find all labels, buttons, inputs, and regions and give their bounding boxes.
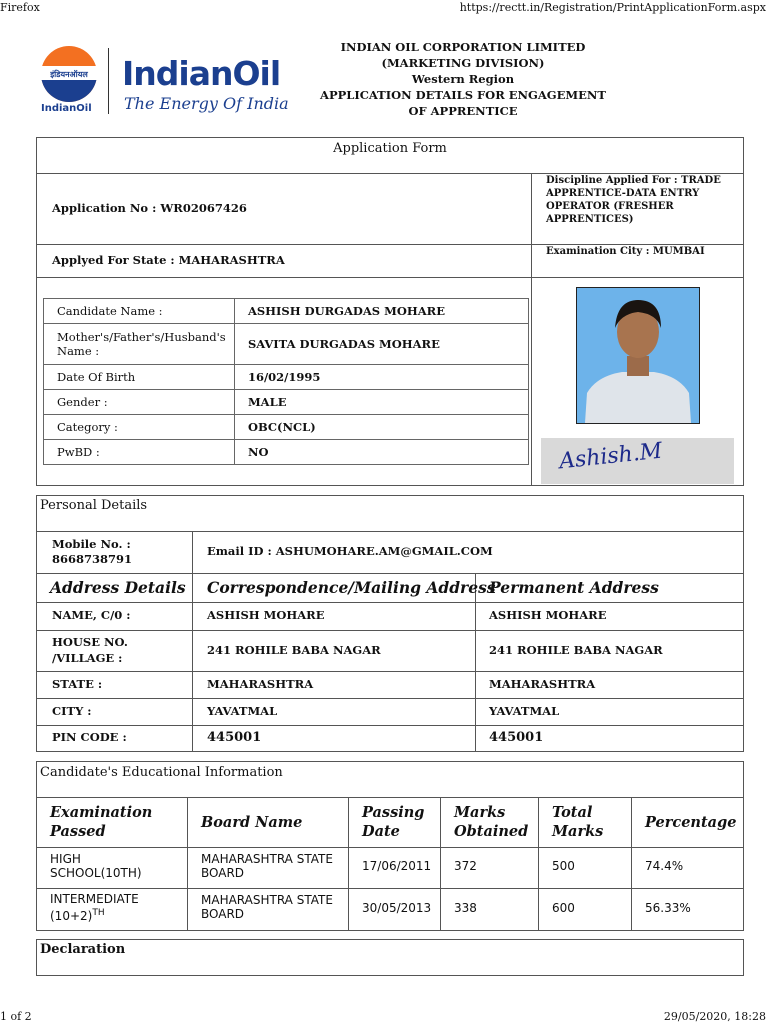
logo-tagline: The Energy Of India <box>124 94 289 113</box>
candidate-signature <box>541 438 734 484</box>
divider <box>192 531 193 573</box>
divider <box>538 797 539 931</box>
header-line-1: INDIAN OIL CORPORATION LIMITED <box>340 40 586 54</box>
address-label: NAME, C/0 : <box>52 608 131 622</box>
table-row <box>44 390 529 415</box>
education-header: Passing Date <box>362 804 425 840</box>
correspondence-value: ASHISH MOHARE <box>207 608 325 622</box>
candidate-value: NO <box>234 440 528 465</box>
divider <box>36 698 744 699</box>
correspondence-value: 241 ROHILE BABA NAGAR <box>207 643 381 657</box>
divider <box>187 797 188 931</box>
address-header: Address Details <box>50 578 186 597</box>
education-header: Examination Passed <box>50 804 153 840</box>
permanent-value: 241 ROHILE BABA NAGAR <box>489 643 663 657</box>
header-line-2: (MARKETING DIVISION) <box>381 56 545 70</box>
header-line-5: OF APPRENTICE <box>408 104 518 118</box>
correspondence-value: 445001 <box>207 730 262 745</box>
page-header <box>310 39 616 119</box>
mobile-number <box>52 537 132 567</box>
person-photo-icon <box>577 288 699 423</box>
candidate-label: Category : <box>44 415 235 440</box>
divider <box>36 888 744 889</box>
education-marks: 372 <box>454 859 477 873</box>
candidate-photo <box>576 287 700 424</box>
address-header: Correspondence/Mailing Address <box>207 578 496 597</box>
divider <box>36 797 744 798</box>
table-row <box>44 415 529 440</box>
logo-small-brand: IndianOil <box>41 103 92 114</box>
candidate-label: Gender : <box>44 390 235 415</box>
declaration-box <box>36 939 744 976</box>
permanent-value: ASHISH MOHARE <box>489 608 607 622</box>
education-marks: 338 <box>454 901 477 915</box>
print-timestamp: 29/05/2020, 18:28 <box>663 1010 766 1023</box>
education-date: 17/06/2011 <box>362 859 432 873</box>
page-url: https://rectt.in/Registration/PrintApplicationForm.aspx <box>459 1 766 14</box>
education-board: MAHARASHTRA STATE BOARD <box>201 893 333 921</box>
logo-brand: IndianOil <box>122 54 281 93</box>
indianoil-emblem-icon <box>38 44 102 104</box>
education-percentage: 74.4% <box>645 859 684 873</box>
table-row <box>44 324 529 365</box>
candidate-value: ASHISH DURGADAS MOHARE <box>234 299 528 324</box>
header-line-3: Western Region <box>411 72 515 86</box>
divider <box>36 671 744 672</box>
address-label: PIN CODE : <box>52 730 127 744</box>
signature-text: Ashish.M <box>557 438 664 475</box>
declaration-title: Declaration <box>40 942 126 957</box>
mobile-value: 8668738791 <box>52 552 133 566</box>
divider <box>36 725 744 726</box>
candidate-label: Mother's/Father's/Husband's Name : <box>44 324 235 365</box>
logo-divider <box>108 48 109 114</box>
education-total: 500 <box>552 859 575 873</box>
candidate-label: PwBD : <box>44 440 235 465</box>
permanent-value: MAHARASHTRA <box>489 677 596 691</box>
candidate-value: 16/02/1995 <box>234 365 528 390</box>
table-row <box>44 440 529 465</box>
address-header: Permanent Address <box>489 578 659 597</box>
form-title: Application Form <box>333 141 447 156</box>
correspondence-value: YAVATMAL <box>207 704 278 718</box>
browser-name: Firefox <box>0 1 40 14</box>
page-number: 1 of 2 <box>0 1010 32 1023</box>
education-board: MAHARASHTRA STATE BOARD <box>201 852 333 880</box>
divider <box>36 573 744 574</box>
divider <box>36 630 744 631</box>
candidate-value: SAVITA DURGADAS MOHARE <box>234 324 528 365</box>
table-row <box>44 299 529 324</box>
education-percentage: 56.33% <box>645 901 691 915</box>
personal-details-title: Personal Details <box>40 498 148 513</box>
divider <box>36 847 744 848</box>
correspondence-value: MAHARASHTRA <box>207 677 314 691</box>
education-total: 600 <box>552 901 575 915</box>
education-exam <box>50 892 180 923</box>
applied-state: Applyed For State : MAHARASHTRA <box>52 253 285 267</box>
education-title: Candidate's Educational Information <box>40 765 283 780</box>
header-line-4: APPLICATION DETAILS FOR ENGAGEMENT <box>320 88 606 102</box>
email-id: Email ID : ASHUMOHARE.AM@GMAIL.COM <box>207 544 493 558</box>
divider <box>531 173 532 486</box>
divider <box>348 797 349 931</box>
education-date: 30/05/2013 <box>362 901 432 915</box>
permanent-value: YAVATMAL <box>489 704 560 718</box>
education-exam: HIGH SCHOOL(10TH) <box>50 852 142 880</box>
education-header: Marks Obtained <box>454 804 529 840</box>
discipline-applied: Discipline Applied For : TRADE APPRENTICE-DATA ENTRY OPERATOR (FRESHER APPRENTICES) <box>546 175 721 225</box>
divider <box>475 573 476 752</box>
indianoil-logo <box>38 44 300 118</box>
education-exam-text: INTERMEDIATE (10+2) <box>50 892 139 923</box>
divider <box>631 797 632 931</box>
candidate-label: Candidate Name : <box>44 299 235 324</box>
table-row <box>44 365 529 390</box>
address-label: CITY : <box>52 704 92 718</box>
divider <box>36 244 744 245</box>
divider <box>36 531 744 532</box>
address-label: STATE : <box>52 677 103 691</box>
education-header: Board Name <box>201 814 303 831</box>
examination-city: Examination City : MUMBAI <box>546 246 705 257</box>
education-header: Percentage <box>645 814 737 831</box>
education-header: Total Marks <box>552 804 604 840</box>
candidate-value: OBC(NCL) <box>234 415 528 440</box>
mobile-label: Mobile No. : <box>52 537 131 551</box>
divider <box>192 573 193 752</box>
personal-details-box <box>36 495 744 752</box>
divider <box>36 277 744 278</box>
application-number: Application No : WR02067426 <box>52 201 247 215</box>
divider <box>440 797 441 931</box>
logo-hindi-text: इंडियनऑयल <box>50 70 88 79</box>
candidate-table <box>43 298 529 465</box>
candidate-value: MALE <box>234 390 528 415</box>
address-label: HOUSE NO. /VILLAGE : <box>52 635 128 665</box>
divider <box>36 602 744 603</box>
permanent-value: 445001 <box>489 730 544 745</box>
education-exam-sup: TH <box>92 908 105 918</box>
candidate-label: Date Of Birth <box>44 365 235 390</box>
